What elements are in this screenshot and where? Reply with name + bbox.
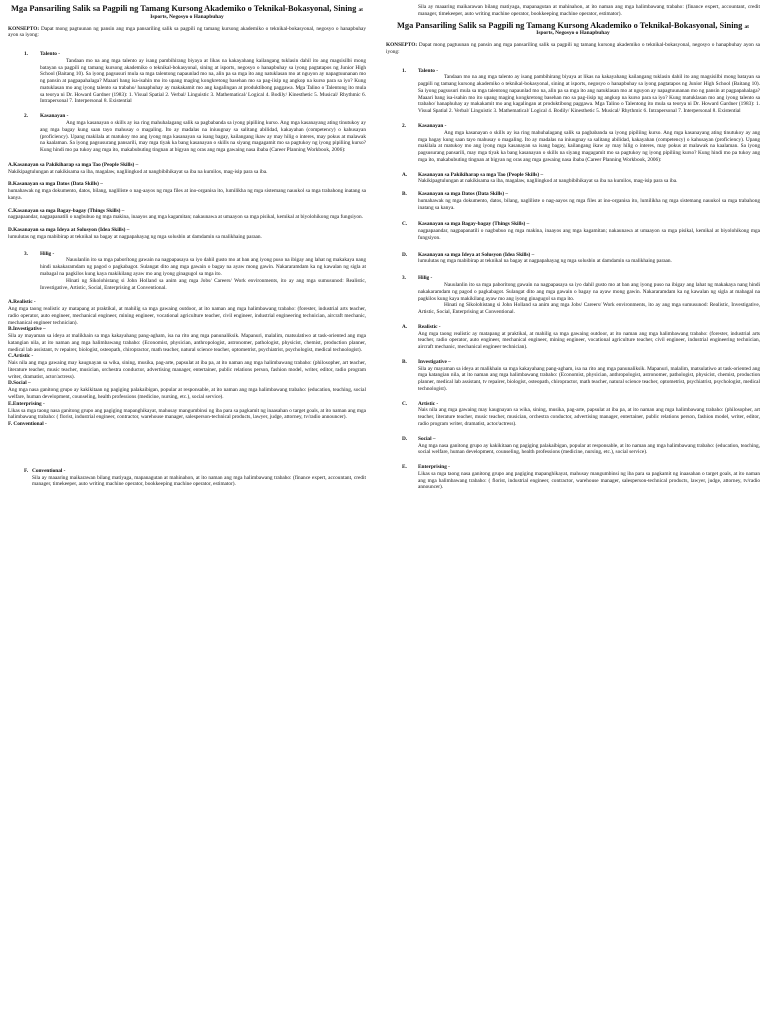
holland-f-label: F. Conventional - <box>8 421 47 428</box>
item-hilig-repeat: 3. Hilig - Nauulanlin ito sa mga paborítong gawain na nagpapasaya sa iyo dahil gusto mo at ban ang iyong puso na ibigay ang lahat ng makakaya nang hindi nakakaramdam ng pagod o pagkabagot. Sulangat dito ang mga gawain o bagay na ayaw mong gawin. Nakararamdam ka ng kawalan ng sigla at mabagal na pagkilos kung kaya makikilang ayaw mo ang iyong ginagugol sa mga ito. Hinati ng Sikolohistang si John Holland sa anim ang mga Jobs/ Careers/ Work environments, ito ay ang mga sumusunod: Realistic, Investigative, Artistic, Social, Enterprising at Conventional. <box>402 275 760 316</box>
konsepto-paragraph-repeat: KONSEPTO: Dapat mong pagtuunan ng pansin ang mga pansariling salik sa pagpili ng tamang kursong akademiko o teknikal-bokasyonal, negosyo o hanapbuhay ayon sa iyong: <box>386 42 760 55</box>
kasanayan-c-repeat: C. Kasanayan sa mga Bagay-bagay (Things Skills) – nagpapaandar, nagpapanatili o nagbubuo ng mga makina, inaayos ang mga kagamitan; nakaunawa at umaayon sa mga pisikal, kemikal at biyolohikong mga fungsiyon. <box>402 221 760 241</box>
item-kasanayan-repeat: 2. Kasanayan - Ang mga kasanayan o skills ay isa ring mahuhalagang salik sa pagbabanda sa iyong pipiliing kurso. Ang mga kasanayang ating tinutukoy ay ang mga bagay kung saan tayo mahusay o magaling. Ito ay madalas na iniuugnay sa salitang abilidad, kakayahan (competency) o kahusayan (proficiency). Upang makilala at matukoy mo ang iyong mga kasanayan sa isang bagay, kailangang ikaw ay may hilig o interes, may pokus at malawak na kaalaman. Sa iyong pagsusurang pansarili, may mga tiyak ka bang kasanayan o skills na siyang magagamit mo sa pagtukoy ng iyong pipiliing kurso? Kung hindi mo pa tukoy ang mga ito, makabubuting tingnan at bigyan ng oras ang mga gawaing nasa ibaba (Career Planning Workbook, 2006): <box>402 122 760 163</box>
kasanayan-d: D.Kasanayan sa mga Ideya at Solusyon (Idea Skills) – lumulutas ng mga mabibirap at teknikal na bagay at nagpapahayag ng mga solusbin at damdamin sa malikhaing paraan. <box>8 227 262 240</box>
page-subtitle-repeat: Isports, Negosyo o Hanapbuhay <box>536 30 610 37</box>
konsepto-paragraph: KONSEPTO: Dapat mong pagtuunan ng pansin ang mga pansariling salik sa pagpili ng tamang kursong akademiko o teknikal-bokasyonal, negosyo o hanapbuhay ayon sa iyong: <box>8 25 367 39</box>
item-talento: 1. Talento - Tandaan mo na ang mga talento ay isang pambihirang biyaya at likas na kakayahang kailangang tuklasin dahil ito ang magsisilbi mong batayan sa pagpili ng tamang kursong akademiko o teknikal-bokasyonal, sining at isports, negosyo o hanapbuhay sa iyong pagtatapos ng Junior High School (Baitang 10). Sa iyong pagsusuri mula sa mga talentong napaunlad mo na, alin pa sa mga ito ang natuklasan mo at nguyon ay napagtuunanan mo ng pansin at pagpapahalaga? Maaari bang isa-isahin mo ito upang maging kongkretong basehan mo sa pag-iisip ng angkop na kurso para sa iyo? Kung matuklasan mo ang iyong talento sa trabaho/ hanaphuhay ay makakamit mo ang kagalingan at produktibong paggawa. Mga Talino o Talentong ito mula sa teorya ni Dr. Howard Gardner (1983): 1. Visual Spatial 2. Verbal/ Linguistic 3. Mathematical/ Logical 4. Bodily/ Kinesthetic 5. Musical/ Rhythmic 6. Intrapersonal 7. Interpersonal 8. Existential <box>24 51 366 105</box>
page-title: Mga Pansariling Salik sa Pagpili ng Tamang Kursong Akademiko o Teknikal-Bokasyonal, Sining at <box>11 4 363 13</box>
kasanayan-c: C.Kasanayan sa mga Bagay-bagay (Things Skills) – nagpapaandar, nagpapanatili o nagbubuo ng mga makina, inaayos ang mga kagamitan; nakaunawa at umaayon sa mga pisikal, kemikal at biyolohikong mga fungsiyon. <box>8 207 364 221</box>
kasanayan-b-repeat: B. Kasanayan sa mga Datos (Data Skills) – humahawak ng mga dokumento, datos, bilang, nagliliste o nag-aayos ng mga files at ino-organisa ito, lumilikha ng mga sistemang nauukol sa mga trabahong inatang sa kanya. <box>402 191 760 211</box>
item-kasanayan: 2. Kasanayan - Ang mga kasanayan o skills ay isa ring mahuhalagang salik sa pagbabanda sa iyong pipiliing kurso. Ang mga kasanayang ating tinutukoy ay ang mga bagay kung saan tayo mahusay o magaling. Ito ay madalas na iniuugnay sa salitang abilidad, kakayahan (competency) o kahusayan (proficiency). Upang makilala at matukoy mo ang iyong mga kasanayan sa isang bagay, kailangang ikaw ay may hilig o interes, may pokus at malawak na kaalaman. Sa iyong pagsusurang pansarili, may mga tiyak ka bang kasanayan o skills na siyang magagamit mo sa pagtukoy ng iyong pipiliing kurso? Kung hindi mo pa tukoy ang mga ito, makabubuting tingnan at bigyan ng oras ang mga gawaing nasa ibaba (Career Planning Workbook, 2006): <box>24 113 366 154</box>
kasanayan-a: A.Kasanayan sa Pakikiharap sa mga Tao (People Skills) – Nakikipagtulungan at nakikisama sa iba, magalaw, nagliingkod at nangbibihikayat sa iba na kumilos, mag-isip para sa iba. <box>8 161 268 175</box>
holland-f-repeat: F. Conventional - Sila ay maaaring maikarawan bilang matiyaga, mapanagutan at mahinahon, at ito naman ang mga halimbawang trabaho: (finance expert, accountant, credit manager, timekeeper, auto writing machine operator, bookkeeping machine operator, estimator). <box>24 467 366 488</box>
holland-c: C.Artistic - Nais nila ang mga gawaing may kaugnayan sa wika, sining, musika, pag-arte, papsulat at iba pa, at ito naman ang mga halimbawang trabaho: (philosopher, art teacher, literature teacher, music teacher, musician, orchestra conductor, advertising manager, entertainer, public relations person, fashion model, writer, editor, radio program writer, dramatist, actor/actress). <box>8 353 366 380</box>
holland-b-repeat: B. Investigative – Sila ay mayaman sa ideya at malikhain sa mga kakayahang pang-agham, isa na rito ang mga panunaliksik. Mapanuri, malalim, matsulatiwo at task-oriented ang mga katangian nila, at ito naman ang mga halimbawang trabaho: (Economist, physician, anthropologist, astronomer, pathologist, physicist, chemist, production planner, medical lab assistant, tv repairer, biologist, osteopath, chiropractor, math teacher, natural science teacher, optometrist, psychiatrist, psychologist, medical technologist). <box>402 358 760 392</box>
page-subtitle: Isports, Negosyo o Hanapbuhay <box>150 13 224 20</box>
holland-d-repeat: D. Social – Ang mga nasa ganitong grupo ay kakikitaan ng pagiging palakaibigan, popular at responsable, at ito naman ang mga halimbawang trabaho: (education, teaching, social welfare, human development, counseling, health professions (medicine, nursing, etc.), social service). <box>402 435 760 456</box>
left-page <box>8 4 366 488</box>
kasanayan-b: B.Kasanayan sa mga Datos (Data Skills) – humahawak ng mga dokumento, datos, bilang, nagliliste o nag-aayos ng mga files at ino-organisa ito, lumilikha ng mga sistemang nauukol sa mga trabahong inatang sa kanya. <box>8 181 366 201</box>
item-talento-repeat: 1. Talento - Tandaan mo na ang mga talento ay isang pambihirang biyaya at likas na kakayahang kailangang tuklasin dahil ito ang magsisilbi mong batayan sa pagpili ng tamang kursong akademiko o teknikal-bokasyonal, sining at isports, negosyo o hanapbuhay sa iyong pagtatapos ng Junior High School (Baitang 10). Sa iyong pagsusuri mula sa mga talentong napaunlad mo na, alin pa sa mga ito ang natuklasan mo at nguyon ay napagtuunanan mo ng pansin at pagpapahalaga? Maaari bang isa-isahin mo ito upang maging kongkretong basehan mo sa pag-iisip ng angkop na kurso para sa iyo? Kung matuklasan mo ang iyong talento sa trabaho/ hanaphuhay ay makakamit mo ang kagalingan at produktibong paggawa. Mga Talino o Talentong ito mula sa teorya ni Dr. Howard Gardner (1983): 1. Visual Spatial 2. Verbal/ Linguistic 3. Mathematical/ Logical 4. Bodily/ Kinesthetic 5. Musical/ Rhythmic 6. Intrapersonal 7. Interpersonal 8. Existential <box>402 67 760 115</box>
holland-b: B.Investigative – Sila ay mayaman sa ideya at malikhain sa mga kakayahang pang-agham, isa na rito ang mga panunaliksik. Mapanuri, malalim, matsulatiwo at task-oriented ang mga katangian nila, at ito naman ang mga halimbawang trabaho: (Economist, physician, anthropologist, astronomer, pathologist, physicist, chemist, production planner, medical lab assistant, tv repairer, biologist, osteopath, chiropractor, math teacher, natural science teacher, optometrist, psychiatrist, psychologist, medical technologist). <box>8 326 366 353</box>
item-hilig: 3. Hilig - Nauulanlin ito sa mga paborítong gawain na nagpapasaya sa iyo dahil gusto mo at ban ang iyong puso na ibigay ang lahat ng makakaya nang hindi nakakaramdam ng pagod o pagkabagot. Sulangat dito ang mga gawain o bagay na ayaw mong gawin. Nakararamdam ka ng kawalan ng sigla at mabagal na pagkilos kung kaya makikilang ayaw mo ang iyong ginagugol sa mga ito. Hinati ng Sikolohistang si John Holland sa anim ang mga Jobs/ Careers/ Work environments, ito ay ang mga sumusunod: Realistic, Investigative, Artistic, Social, Enterprising at Conventional. <box>24 250 366 291</box>
holland-c-repeat: C. Artistic - Nais nila ang mga gawaing may kaugnayan sa wika, sining, musika, pag-arte, papsulat at iba pa, at ito naman ang mga halimbawang trabaho: (philosopher, art teacher, literature teacher, music teacher, musician, orchestra conductor, advertising manager, entertainer, public relations person, fashion model, writer, editor, radio program writer, dramatist, actor/actress). <box>402 400 760 428</box>
page-title-repeat: Mga Pansariling Salik sa Pagpili ng Tamang Kursong Akademiko o Teknikal-Bokasyonal, Sining at <box>397 20 749 30</box>
right-page <box>386 4 760 499</box>
holland-e: E.Enterprising - Likas sa mga taong nasa ganitong grupo ang pagiging mapanghikayat, mahusay mangumbinsi ng iba para sa pagkamit ng inaasahan o target goals, at ito naman ang mga halimbawang trabaho: ( florist, industrial engineer, contractor, warehouse manager, salesperson-technical products, lawyer, judge, attorney, tv/radio announcer). <box>8 400 366 421</box>
holland-d: D.Social – Ang mga nasa ganitong grupo ay kakikitaan ng pagiging palakaibigan, popular at responsable, at ito naman ang mga halimbawang trabaho: (education, teaching, social welfare, human development, counseling, health professions (medicine, nursing, etc.), social service). <box>8 380 366 401</box>
holland-a: A.Realistic - Ang mga taong realistic ay matapang at praktikal, at mahilig sa mga gawaing outdoor, at ito naman ang mga halimbawang trabaho: (forester, industrial arts teacher, radio operator, auto engineer, mechanical engineer, mining engineer, vocational agriculture teacher, civil engineer, industrial engineering technician, aircraft mechanic, mechanical engineer technician). <box>8 299 366 326</box>
carryover-conventional: Sila ay maaaring maikarawan bilang matiyaga, mapanagutan at mahinahon, at ito naman ang mga halimbawang trabaho: (finance expert, accountant, credit manager, timekeeper, auto writing machine operator, bookkeeping machine operator, estimator). <box>418 4 760 17</box>
kasanayan-d-repeat: D. Kasanayan sa mga Ideya at Solusyon (Idea Skills) – lumulutas ng mga mabibirap at teknikal na bagay at nagpapahayag ng mga solusbin at damdamin sa malikhaing paraan. <box>402 251 672 265</box>
holland-e-repeat: E. Enterprising - Likas sa mga taong nasa ganitong grupo ang pagiging mapanghikayat, mahusay mangumbinsi ng iba para sa pagkamit ng inaasahan o target goals, at ito naman ang mga halimbawang trabaho: ( florist, industrial engineer, contractor, warehouse manager, salesperson-technical products, lawyer, judge, attorney, tv/radio announcer). <box>402 464 760 491</box>
kasanayan-a-repeat: A. Kasanayan sa Pakikiharap sa mga Tao (People Skills) – Nakikipagtulungan at nakikisama sa iba, magalaw, nagliingkod at nangbibihikayat sa iba na kumilos, mag-isip para sa iba. <box>402 171 678 185</box>
holland-a-repeat: A. Realistic - Ang mga taong realistic ay matapang at praktikal, at mahilig sa mga gawaing outdoor, at ito naman ang mga halimbawang trabaho: (forester, industrial arts teacher, radio operator, auto engineer, mechanical engineer, mining engineer, vocational agriculture teacher, civil engineer, industrial engineering technician, aircraft mechanic, mechanical engineer technician). <box>402 323 760 351</box>
